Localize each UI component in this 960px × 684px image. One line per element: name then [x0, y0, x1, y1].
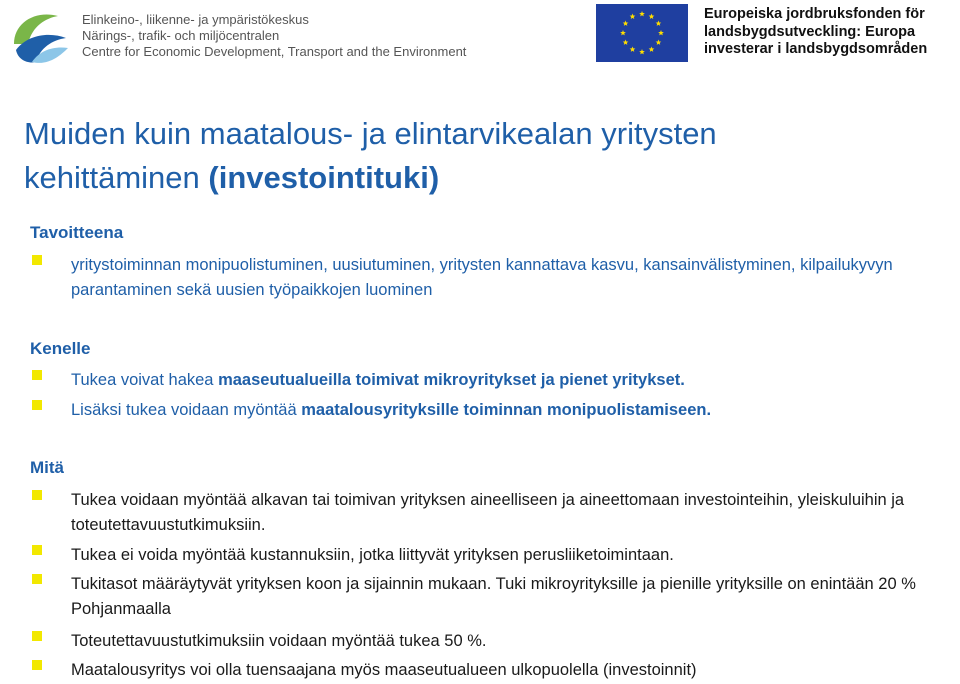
eu-fund-text: [704, 6, 927, 59]
tavoitteena-item: yritystoiminnan monipuolistuminen, uusiutuminen, yritysten kannattava kasvu, kansainvälistyminen, kilpailukyvyn parantaminen sekä uusien työpaikkojen luominen: [71, 256, 893, 299]
kenelle-item-2-bold: maatalousyrityksille toiminnan monipuolistamiseen.: [301, 401, 712, 419]
eu-line-1: Europeiska jordbruksfonden för: [704, 6, 925, 22]
mita-item-1: Tukea voidaan myöntää alkavan tai toimivan yrityksen aineelliseen ja aineettomaan investointeihin, yleiskuluihin ja toteutettavuustutkimuksiin.: [71, 491, 905, 534]
page-title: [24, 112, 924, 200]
eu-line-3: investerar i landsbygdsområden: [704, 41, 928, 57]
bullet-icon: [32, 545, 42, 555]
bullet-icon: [32, 574, 42, 584]
kenelle-item-1-bold: maaseutualueilla toimivat mikroyritykset ja pienet yritykset.: [218, 371, 685, 389]
ely-logo-icon: [6, 4, 72, 70]
mita-item-4: Toteutettavuustutkimuksiin voidaan myöntää tukea 50 %.: [71, 632, 487, 650]
bullet-icon: [32, 660, 42, 670]
eu-flag-icon: [596, 4, 688, 62]
mita-item-5: Maatalousyritys voi olla tuensaajana myös maaseutualueen ulkopuolella (investoinnit): [71, 661, 697, 679]
ely-line-en: Centre for Economic Development, Transport and the Environment: [82, 44, 467, 59]
kenelle-item-1-normal: Tukea voivat hakea: [71, 371, 219, 389]
bullet-icon: [32, 400, 42, 410]
heading-kenelle: Kenelle: [30, 339, 91, 358]
ely-line-sv: Närings-, trafik- och miljöcentralen: [82, 28, 280, 43]
title-line-1: Muiden kuin maatalous- ja elintarvikealan yritysten: [24, 116, 717, 151]
title-line-2-normal: kehittäminen: [24, 160, 209, 195]
kenelle-item-2: [71, 398, 951, 423]
title-line-2: [24, 156, 924, 200]
ely-agency-name: [82, 12, 466, 60]
bullet-icon: [32, 370, 42, 380]
kenelle-item-2-normal: Lisäksi tukea voidaan myöntää: [71, 401, 302, 419]
bullet-icon: [32, 490, 42, 500]
ely-line-fi: Elinkeino-, liikenne- ja ympäristökeskus: [82, 12, 309, 27]
bullet-icon: [32, 255, 42, 265]
mita-item-2: Tukea ei voida myöntää kustannuksiin, jotka liittyvät yrityksen perusliiketoimintaan.: [71, 546, 674, 564]
mita-item-3: Tukitasot määräytyvät yrityksen koon ja sijainnin mukaan. Tuki mikroyrityksille ja pienille yrityksille on enintään 20 % Pohjanmaalla: [71, 575, 916, 618]
title-line-2-bold: (investointituki): [208, 160, 440, 195]
kenelle-item-1: [71, 368, 951, 393]
heading-mita: Mitä: [30, 458, 64, 477]
heading-tavoitteena: Tavoitteena: [30, 223, 124, 242]
header: [0, 0, 960, 80]
bullet-icon: [32, 631, 42, 641]
eu-line-2: landsbygdsutveckling: Europa: [704, 23, 916, 40]
